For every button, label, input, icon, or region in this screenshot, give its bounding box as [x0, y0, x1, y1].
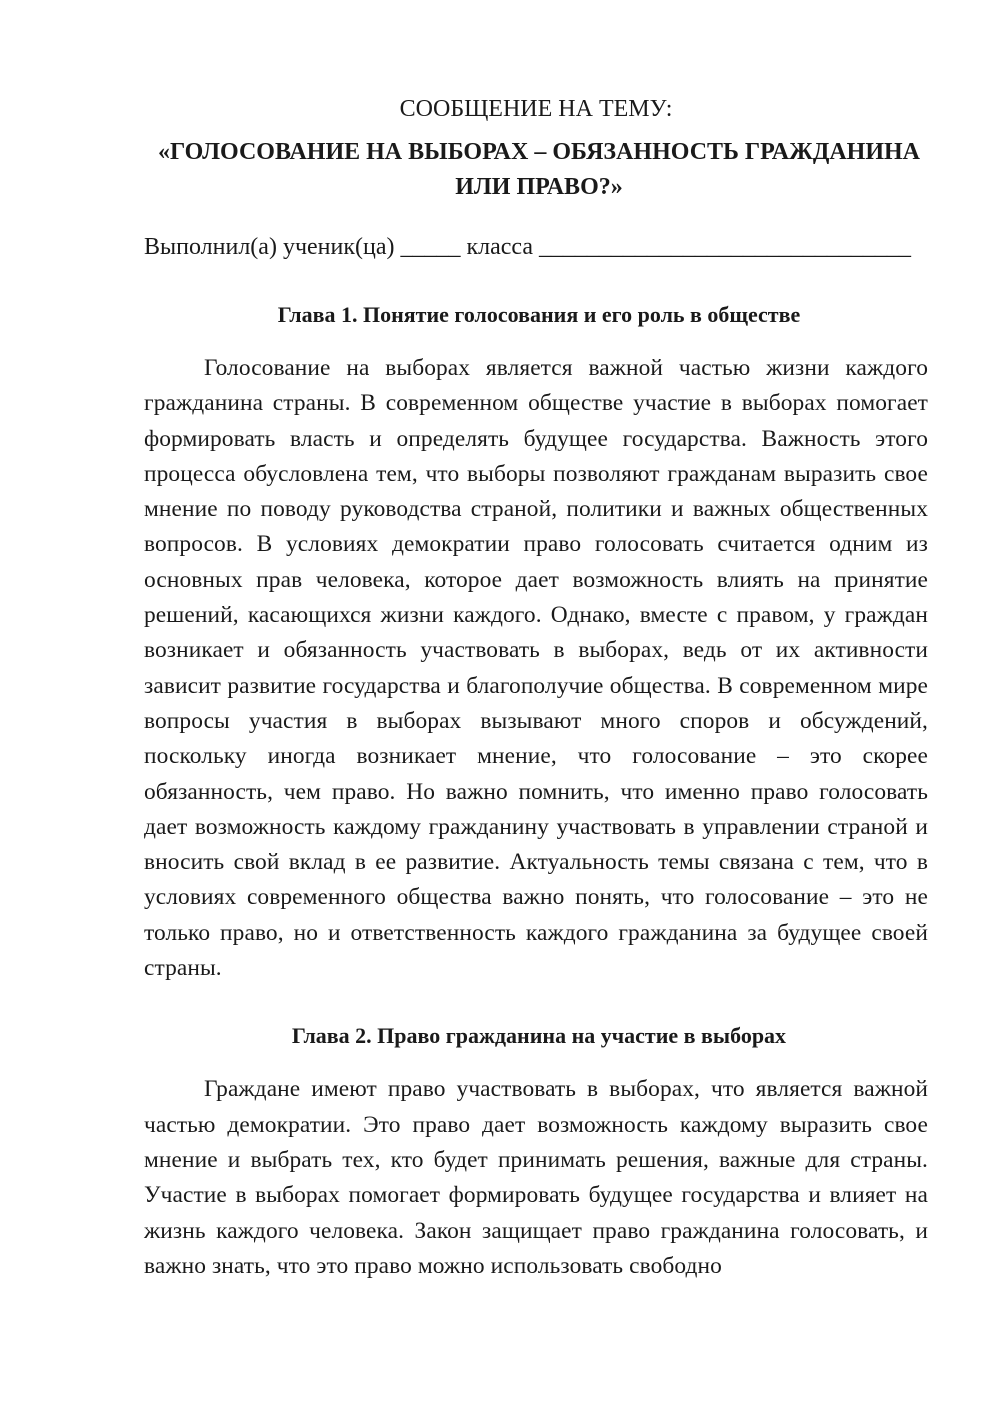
chapter-1-paragraph: Голосование на выборах является важной частью жизни каждого гражданина страны. В современном обществе участие в выборах помогает формировать власть и определять будущее государства. Важность этого процесса обусловлена тем, что выборы позволяют гражданам выразить свое мнение по поводу руководства страной, политики и важных общественных вопросов. В условиях демократии право голосовать считается одним из основных прав человека, которое дает возможность влиять на принятие решений, касающихся жизни каждого. Однако, вместе с правом, у граждан возникает и обязанность участвовать в выборах, ведь от их активности зависит развитие государства и благополучие общества. В современном мире вопросы участия в выборах вызывают много споров и обсуждений, поскольку иногда возникает мнение, что голосование – это скорее обязанность, чем право. Но важно помнить, что именно право голосовать дает возможность каждому гражданину участвовать в управлении страной и вносить свой вклад в ее развитие. Актуальность темы связана с тем, что в условиях современного общества важно понять, что голосование – это не только право, но и ответственность каждого гражданина за будущее своей страны.	[144, 355, 928, 982]
author-line: Выполнил(а) ученик(ца) _____ класса _______________________________	[144, 234, 912, 260]
chapter-2-heading: Глава 2. Право гражданина на участие в выборах	[291, 1023, 787, 1049]
chapter-1-heading: Глава 1. Понятие голосования и его роль в обществе	[277, 302, 801, 327]
document-page	[144, 92, 928, 1284]
document-type-line: СООБЩЕНИЕ НА ТЕМУ:	[399, 96, 673, 122]
document-title	[144, 135, 928, 205]
document-title-line-1: «ГОЛОСОВАНИЕ НА ВЫБОРАХ – ОБЯЗАННОСТЬ ГРАЖДАНИНА	[157, 139, 921, 165]
chapter-2-paragraph: Граждане имеют право участвовать в выборах, что является важной частью демократии. Это право дает возможность каждому выразить свое мнение и выбрать тех, кто будет принимать решения, важные для страны. Участие в выборах помогает формировать будущее государства и влияет на жизнь каждого человека. Закон защищает право гражданина голосовать, и важно знать, что это право можно использовать свободно	[144, 1076, 928, 1279]
document-title-line-2: ИЛИ ПРАВО?»	[455, 174, 623, 200]
